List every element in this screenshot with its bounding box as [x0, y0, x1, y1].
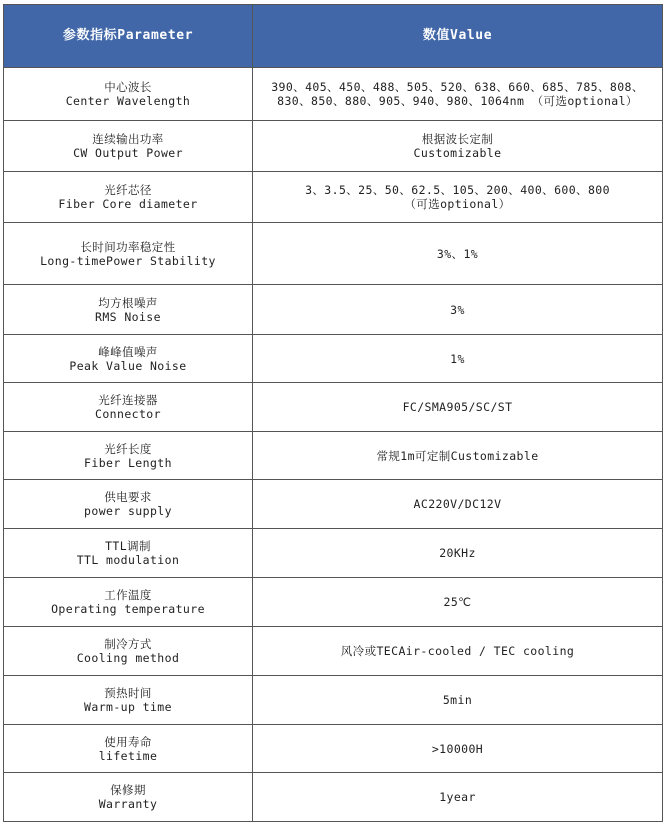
param-en: Center Wavelength [65, 94, 191, 108]
row-ttl-modulation [4, 529, 663, 578]
value-line: >10000H [431, 741, 484, 756]
value-cell [253, 676, 663, 725]
param-zh: 长时间功率稳定性 [80, 239, 176, 254]
param-zh: 制冷方式 [104, 637, 152, 651]
param-zh: 光纤长度 [104, 441, 152, 456]
value-cell [253, 432, 663, 480]
value-cell [253, 480, 663, 529]
param-zh: 连续输出功率 [92, 132, 164, 146]
value-header: 数值Value [253, 5, 663, 68]
param-en: power supply [84, 504, 172, 518]
row-power-stability [4, 223, 663, 285]
param-cell [4, 480, 253, 529]
param-cell [4, 68, 253, 121]
param-en: RMS Noise [95, 309, 161, 324]
param-en: Connector [95, 407, 161, 421]
row-power-supply [4, 480, 663, 529]
param-en: Cooling method [76, 651, 180, 665]
value-cell [253, 223, 663, 285]
param-en: Peak Value Noise [69, 358, 187, 373]
value-cell [253, 725, 663, 773]
value-cell [253, 529, 663, 578]
param-en: lifetime [98, 748, 158, 763]
param-zh: 工作温度 [104, 588, 152, 602]
param-zh: 使用寿命 [104, 734, 152, 749]
row-warm-up-time [4, 676, 663, 725]
param-cell [4, 172, 253, 223]
value-cell [253, 773, 663, 822]
row-peak-value-noise [4, 335, 663, 383]
param-zh: 峰峰值噪声 [98, 344, 158, 359]
row-cooling-method [4, 627, 663, 676]
value-line: Customizable [413, 146, 502, 160]
value-line: 20KHz [439, 546, 476, 560]
value-cell [253, 285, 663, 335]
param-en: TTL modulation [76, 553, 180, 567]
param-zh: 供电要求 [104, 490, 152, 504]
param-en: CW Output Power [73, 146, 183, 160]
row-warranty [4, 773, 663, 822]
param-en: Long-timePower Stability [40, 253, 216, 268]
value-line: AC220V/DC12V [413, 497, 502, 511]
param-zh: 保修期 [110, 783, 146, 797]
param-en: Fiber Core diameter [58, 197, 198, 211]
value-line: 390、405、450、488、505、520、638、660、685、785、808、 [271, 80, 644, 94]
param-cell [4, 383, 253, 432]
value-line: 3%、1% [436, 246, 479, 261]
param-header: 参数指标Parameter [4, 5, 253, 68]
value-line: 25℃ [443, 595, 472, 609]
value-line: （可选optional） [404, 197, 511, 211]
value-line: 1year [439, 790, 476, 804]
row-fiber-core-diameter [4, 172, 663, 223]
value-line: 根据波长定制 [421, 132, 494, 146]
param-en: Warranty [98, 797, 158, 811]
value-line: 830、850、880、905、940、980、1064nm （可选optional） [277, 94, 638, 108]
value-cell [253, 627, 663, 676]
value-cell [253, 335, 663, 383]
value-cell [253, 383, 663, 432]
param-cell [4, 676, 253, 725]
param-en: Fiber Length [84, 455, 172, 470]
param-zh: 均方根噪声 [98, 295, 158, 310]
value-line: 1% [450, 351, 465, 366]
param-cell [4, 121, 253, 172]
param-zh: 中心波长 [104, 80, 152, 94]
spec-table [3, 4, 663, 822]
row-connector [4, 383, 663, 432]
row-rms-noise [4, 285, 663, 335]
param-cell [4, 432, 253, 480]
param-zh: 预热时间 [104, 686, 152, 700]
spec-rows [4, 68, 663, 822]
value-line: FC/SMA905/SC/ST [402, 400, 513, 414]
param-zh: 光纤连接器 [98, 393, 158, 407]
param-en: Warm-up time [84, 700, 172, 714]
row-center-wavelength [4, 68, 663, 121]
param-cell [4, 335, 253, 383]
value-line: 5min [442, 693, 473, 707]
param-cell [4, 725, 253, 773]
value-cell [253, 121, 663, 172]
row-fiber-length [4, 432, 663, 480]
row-cw-output-power [4, 121, 663, 172]
value-line: 风冷或TECAir-cooled / TEC cooling [340, 644, 575, 658]
param-cell [4, 529, 253, 578]
value-cell [253, 68, 663, 121]
param-cell [4, 627, 253, 676]
param-zh: 光纤芯径 [104, 183, 152, 197]
value-line: 常规1m可定制Customizable [376, 448, 539, 463]
value-cell [253, 172, 663, 223]
row-lifetime [4, 725, 663, 773]
param-zh: TTL调制 [105, 539, 151, 553]
value-line: 3、3.5、25、50、62.5、105、200、400、600、800 [305, 183, 610, 197]
param-cell [4, 285, 253, 335]
row-operating-temperature [4, 578, 663, 627]
header-row [4, 5, 663, 68]
value-cell [253, 578, 663, 627]
param-cell [4, 773, 253, 822]
param-cell [4, 223, 253, 285]
param-en: Operating temperature [51, 602, 205, 616]
param-cell [4, 578, 253, 627]
value-line: 3% [450, 302, 465, 317]
